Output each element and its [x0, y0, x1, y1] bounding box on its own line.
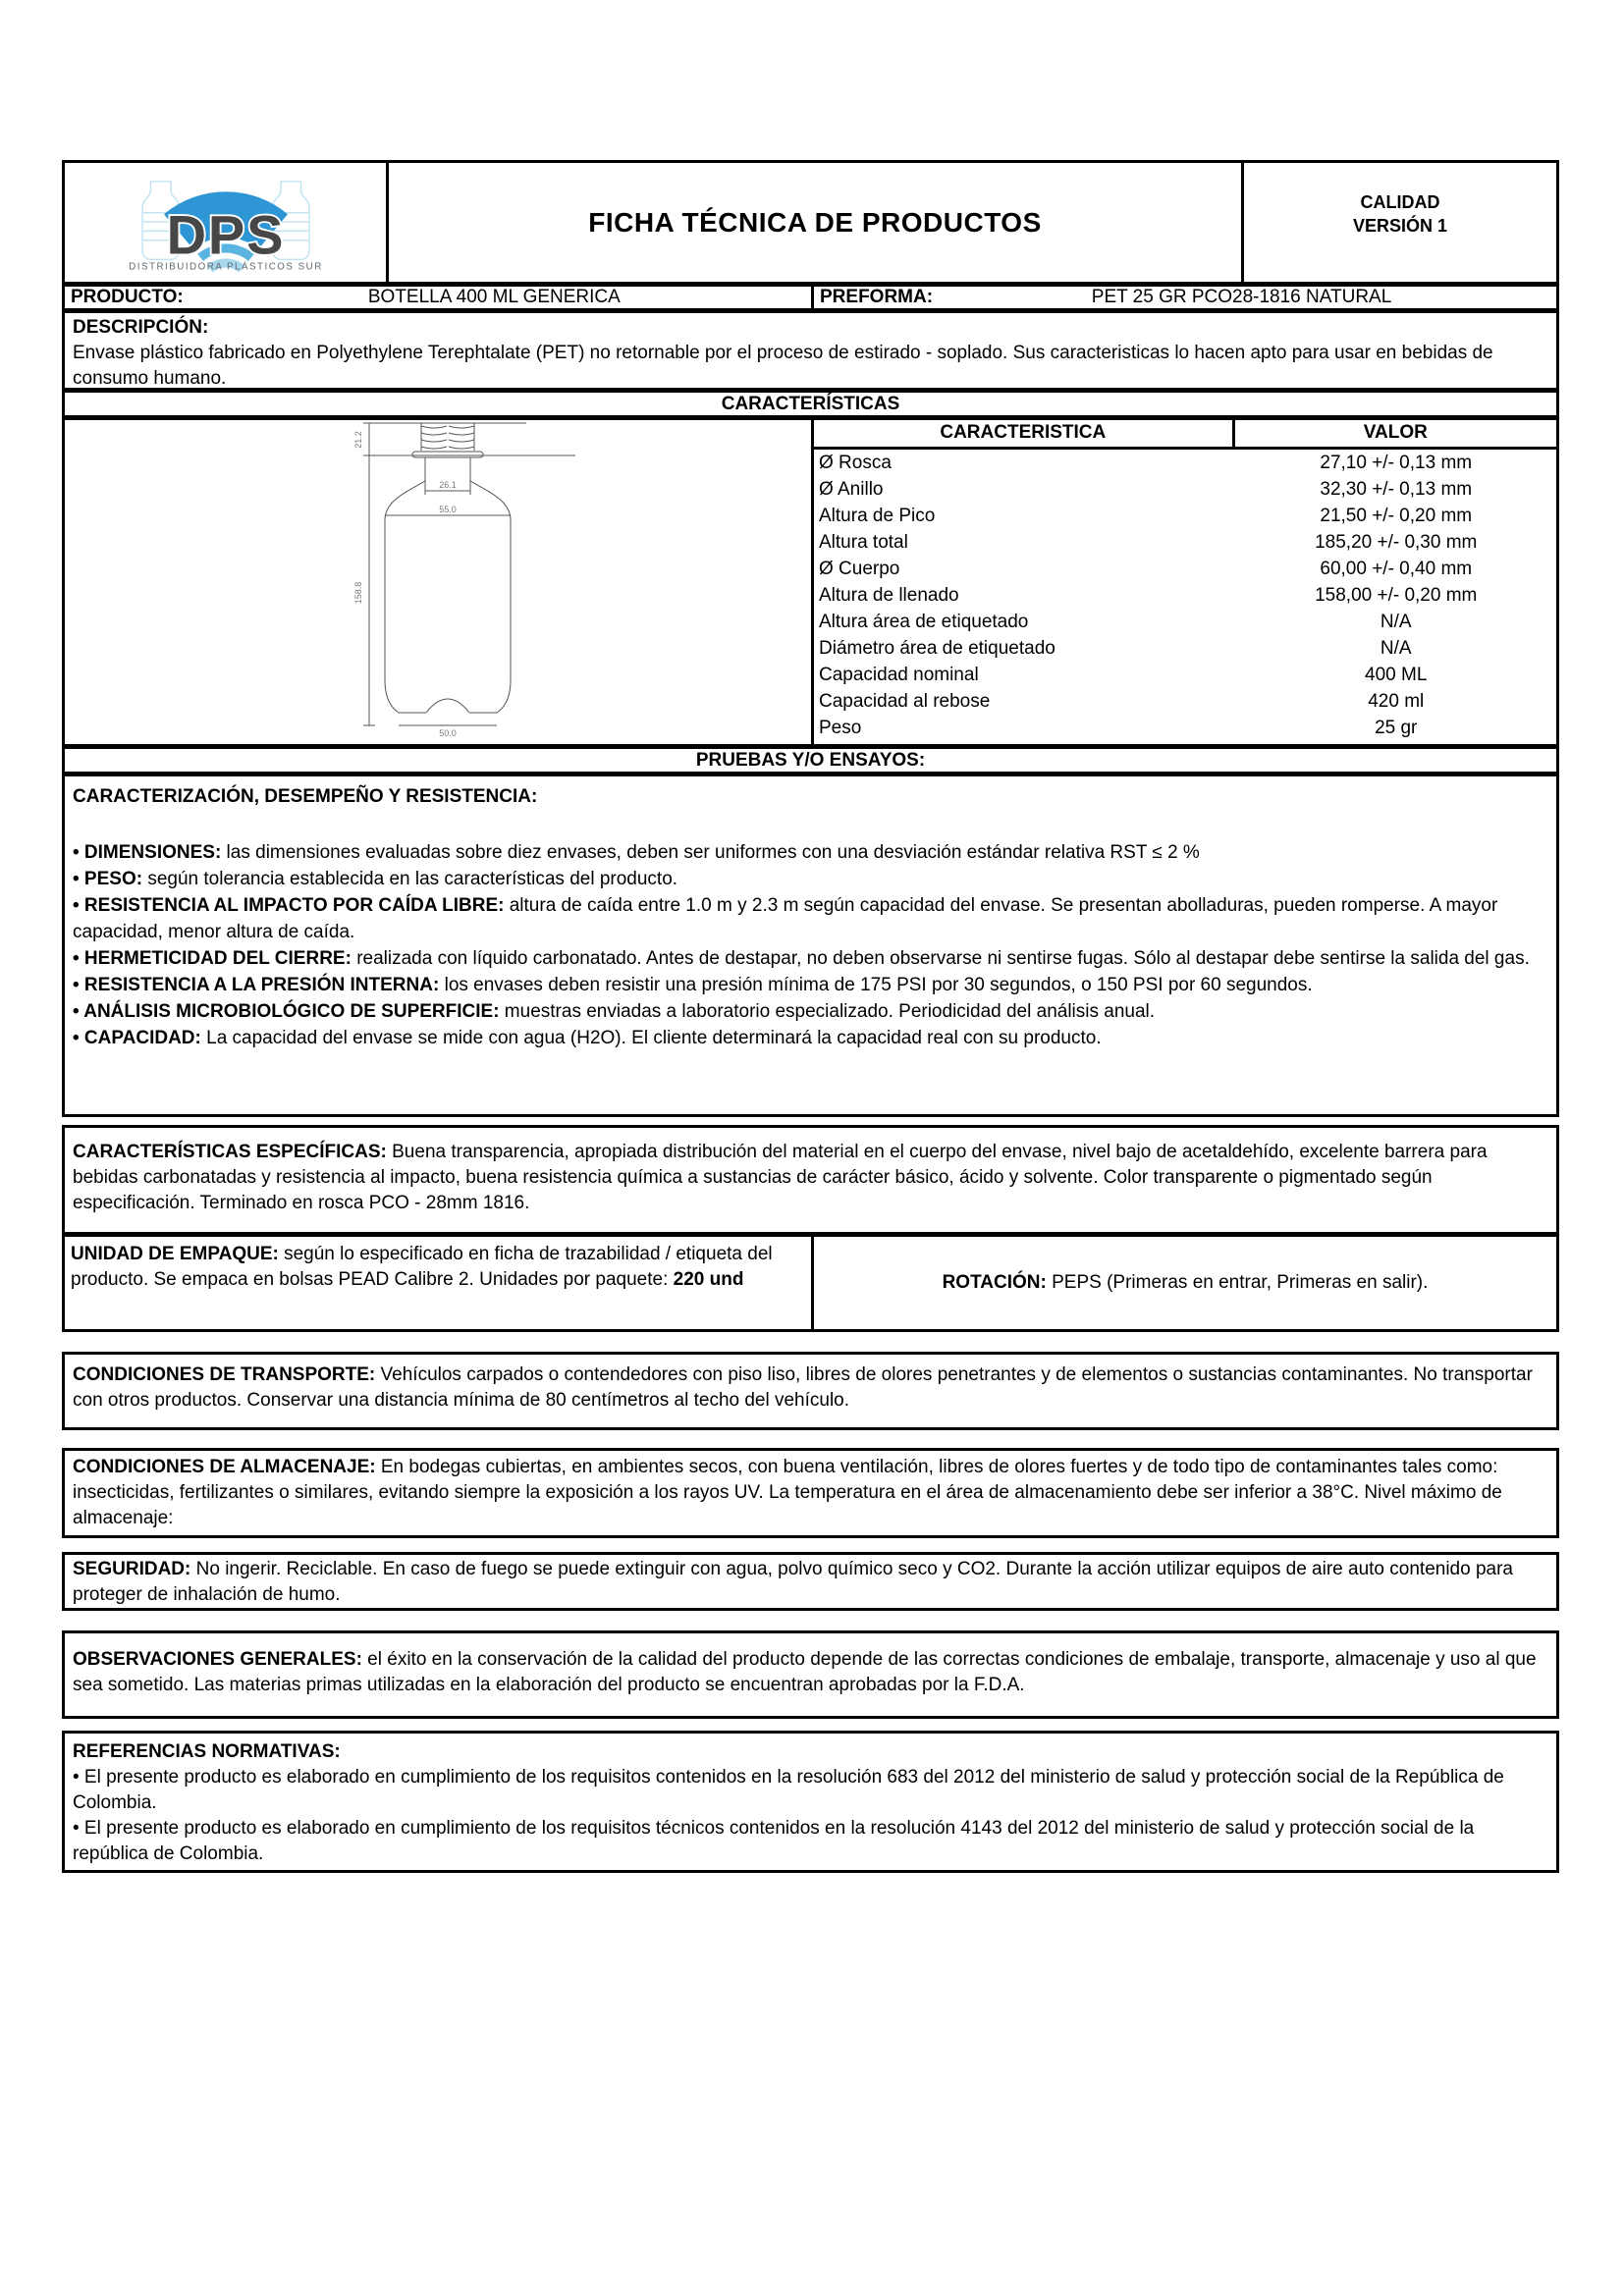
dim-pico-label: 21.2 — [353, 431, 363, 449]
characteristic-name: Ø Cuerpo — [819, 559, 900, 579]
test-bullet — [73, 866, 1548, 892]
bullet-label: • DIMENSIONES: — [73, 842, 222, 863]
characteristic-name: Diámetro área de etiquetado — [819, 638, 1056, 659]
test-bullet — [73, 1025, 1548, 1051]
test-bullet — [73, 998, 1548, 1025]
table-row — [814, 715, 1556, 741]
characteristic-value: 27,10 +/- 0,13 mm — [1320, 453, 1473, 473]
packaging-row — [62, 1234, 1559, 1332]
packaging-label: UNIDAD DE EMPAQUE: — [71, 1244, 279, 1264]
table-row — [814, 635, 1556, 662]
bullet-text: los envases deben resistir una presión mínima de 175 PSI por 30 segundos, o 150 PSI por 60 segundos. — [439, 975, 1313, 995]
characteristic-name: Ø Anillo — [819, 479, 884, 500]
bullet-label: • HERMETICIDAD DEL CIERRE: — [73, 948, 352, 969]
test-bullets — [73, 839, 1548, 1051]
description-text: Envase plástico fabricado en Polyethylene Terephtalate (PET) no retornable por el proceso de estirado - soplado. Sus caracteristicas lo hacen apto para usar en bebidas de consumo humano. — [73, 343, 1493, 389]
rotation-cell — [814, 1237, 1556, 1329]
product-cell — [65, 287, 814, 308]
safety-section — [62, 1552, 1559, 1611]
bullet-text: muestras enviadas a laboratorio especializado. Periodicidad del análisis anual. — [499, 1001, 1156, 1022]
logo-acronym: DPS — [166, 203, 285, 266]
dim-base-label: 50.0 — [439, 728, 457, 738]
packaging-units: 220 und — [673, 1269, 744, 1290]
characteristic-name: Capacidad nominal — [819, 665, 979, 685]
quality-cell — [1244, 163, 1556, 282]
table-row — [814, 662, 1556, 688]
safety-label: SEGURIDAD: — [73, 1559, 191, 1579]
transport-section — [62, 1352, 1559, 1430]
table-row — [814, 609, 1556, 635]
characteristic-name: Altura área de etiquetado — [819, 612, 1029, 632]
characteristics-values — [814, 420, 1556, 744]
characteristic-name: Altura total — [819, 532, 908, 553]
product-label: PRODUCTO: — [71, 287, 184, 307]
table-row — [814, 582, 1556, 609]
table-row — [814, 529, 1556, 556]
characteristics-table — [62, 417, 1559, 747]
reference-bullet: • El presente producto es elaborado en cumplimiento de los requisitos técnicos contenidos en la resolución 4143 del 2012 del ministerio de salud y protección social de la república de Colombia. — [73, 1818, 1475, 1864]
characteristic-value: 25 gr — [1375, 718, 1418, 738]
characteristic-value: N/A — [1380, 612, 1412, 632]
characterization-heading: CARACTERIZACIÓN, DESEMPEÑO Y RESISTENCIA: — [73, 786, 538, 807]
header-table — [62, 160, 1559, 285]
observations-label: OBSERVACIONES GENERALES: — [73, 1649, 362, 1670]
test-bullet — [73, 972, 1548, 998]
bullet-label: • CAPACIDAD: — [73, 1028, 201, 1048]
table-row — [814, 503, 1556, 529]
characteristics-title: CARACTERÍSTICAS — [62, 390, 1559, 418]
bullet-label: • RESISTENCIA AL IMPACTO POR CAÍDA LIBRE: — [73, 895, 505, 916]
tests-title: PRUEBAS Y/O ENSAYOS: — [62, 746, 1559, 774]
bullet-label: • RESISTENCIA A LA PRESIÓN INTERNA: — [73, 975, 440, 995]
safety-text: No ingerir. Reciclable. En caso de fuego se puede extinguir con agua, polvo químico seco y CO2. Durante la acción utilizar equipos de aire auto contenido para proteger de inhalación de humo. — [73, 1559, 1513, 1605]
table-row — [814, 688, 1556, 715]
characteristic-name: Peso — [819, 718, 862, 738]
product-value: BOTELLA 400 ML GENERICA — [367, 287, 621, 307]
observations-text: el éxito en la conservación de la calidad del producto depende de las correctas condiciones de embalaje, transporte, almacenaje y uso al que sea sometido. Las materias primas utilizadas en la elaboración del producto se encuentran aprobadas por la F.D.A. — [73, 1649, 1537, 1695]
transport-label: CONDICIONES DE TRANSPORTE: — [73, 1364, 376, 1385]
characteristic-value: N/A — [1380, 638, 1412, 659]
characteristic-value: 60,00 +/- 0,40 mm — [1320, 559, 1473, 579]
characteristic-value: 400 ML — [1365, 665, 1428, 685]
dim-height-label: 158.8 — [353, 581, 363, 605]
column-header-value: VALOR — [1363, 422, 1428, 443]
bullet-text: La capacidad del envase se mide con agua (H2O). El cliente determinará la capacidad real con su producto. — [200, 1028, 1102, 1048]
characteristic-value: 420 ml — [1368, 691, 1425, 712]
characteristic-value: 158,00 +/- 0,20 mm — [1315, 585, 1478, 606]
technical-datasheet — [62, 160, 1559, 1873]
characteristic-value: 32,30 +/- 0,13 mm — [1320, 479, 1473, 500]
characteristic-value: 185,20 +/- 0,30 mm — [1315, 532, 1478, 553]
table-row — [814, 450, 1556, 476]
rotation-text: PEPS (Primeras en entrar, Primeras en salir). — [1046, 1272, 1429, 1293]
dps-logo-graphic — [88, 165, 363, 280]
preform-value: PET 25 GR PCO28-1816 NATURAL — [1091, 287, 1392, 307]
storage-text: En bodegas cubiertas, en ambientes secos, con buena ventilación, libres de olores fuertes y de todo tipo de contaminantes tales como: insecticidas, fertilizantes o similares, evitando siempre la exposición a los rayos UV. La temperatura en el área de almacenamiento debe ser inferior a 38°C. Nivel máximo de almacenaje: — [73, 1457, 1502, 1528]
characteristics-table-header — [814, 420, 1556, 450]
test-bullet — [73, 892, 1548, 945]
characteristic-value: 21,50 +/- 0,20 mm — [1320, 506, 1473, 526]
preform-label: PREFORMA: — [820, 287, 934, 307]
bullet-text: según tolerancia establecida en las características del producto. — [142, 869, 678, 889]
reference-bullet: • El presente producto es elaborado en cumplimiento de los requisitos contenidos en la resolución 683 del 2012 del ministerio de salud y protección social de la República de Colombia. — [73, 1767, 1504, 1813]
page-title: FICHA TÉCNICA DE PRODUCTOS — [588, 206, 1042, 238]
quality-label: CALIDAD — [1360, 191, 1440, 212]
bullet-text: realizada con líquido carbonatado. Antes de destapar, no deben observarse ni sentirse fugas. Sólo al destapar debe sentirse la salida del gas. — [351, 948, 1530, 969]
packaging-cell — [65, 1237, 814, 1329]
bullet-text: las dimensiones evaluadas sobre diez envases, deben ser uniformes con una desviación estándar relativa RST ≤ 2 % — [221, 842, 1200, 863]
specific-label: CARACTERÍSTICAS ESPECÍFICAS: — [73, 1142, 387, 1162]
description-section — [62, 310, 1559, 391]
specific-characteristics-section — [62, 1125, 1559, 1235]
product-row — [62, 284, 1559, 311]
table-row — [814, 476, 1556, 503]
description-label: DESCRIPCIÓN: — [73, 317, 209, 338]
bottle-drawing-cell — [65, 420, 814, 744]
test-bullet — [73, 839, 1548, 866]
logo-subtitle: DISTRIBUIDORA PLÁSTICOS SUR — [128, 261, 323, 273]
observations-section — [62, 1630, 1559, 1719]
dim-body-label: 55.0 — [439, 505, 457, 514]
preform-cell — [814, 287, 1556, 308]
bottle-technical-drawing — [65, 420, 811, 744]
characteristic-name: Capacidad al rebose — [819, 691, 991, 712]
characteristic-name: Altura de Pico — [819, 506, 936, 526]
bullet-text: altura de caída entre 1.0 m y 2.3 m según capacidad del envase. Se presentan abolladuras, pueden romperse. A mayor capacidad, menor altura de caída. — [73, 895, 1498, 942]
specific-text: Buena transparencia, apropiada distribución del material en el cuerpo del envase, nivel bajo de acetaldehído, excelente barrera para bebidas carbonatadas y resistencia al impacto, buena resistencia química a sustancias de carácter básico, ácido y solvente. Color transparente o pigmentado según especificación. Terminado en rosca PCO - 28mm 1816. — [73, 1142, 1488, 1213]
bullet-label: • ANÁLISIS MICROBIOLÓGICO DE SUPERFICIE: — [73, 1001, 500, 1022]
characteristic-name: Altura de llenado — [819, 585, 959, 606]
bullet-label: • PESO: — [73, 869, 143, 889]
references-label: REFERENCIAS NORMATIVAS: — [73, 1741, 341, 1762]
storage-label: CONDICIONES DE ALMACENAJE: — [73, 1457, 376, 1477]
rotation-label: ROTACIÓN: — [942, 1272, 1047, 1293]
title-cell — [389, 163, 1244, 282]
dim-neck-label: 26.1 — [439, 480, 457, 490]
version-label: VERSIÓN 1 — [1352, 215, 1448, 236]
characteristic-name: Ø Rosca — [819, 453, 892, 473]
table-row — [814, 556, 1556, 582]
column-header-characteristic: CARACTERISTICA — [814, 420, 1235, 447]
transport-text: Vehículos carpados o contendedores con piso liso, libres de olores penetrantes y de elementos o sustancias contaminantes. No transportar con otros productos. Conservar una distancia mínima de 80 centímetros al techo del vehículo. — [73, 1364, 1533, 1411]
packaging-text: según lo especificado en ficha de trazabilidad / etiqueta del producto. Se empaca en bolsas PEAD Calibre 2. Unidades por paquete: — [71, 1244, 773, 1290]
storage-section — [62, 1448, 1559, 1538]
test-bullet — [73, 945, 1548, 972]
company-logo — [65, 163, 389, 282]
references-section — [62, 1731, 1559, 1873]
characterization-section — [62, 774, 1559, 1117]
